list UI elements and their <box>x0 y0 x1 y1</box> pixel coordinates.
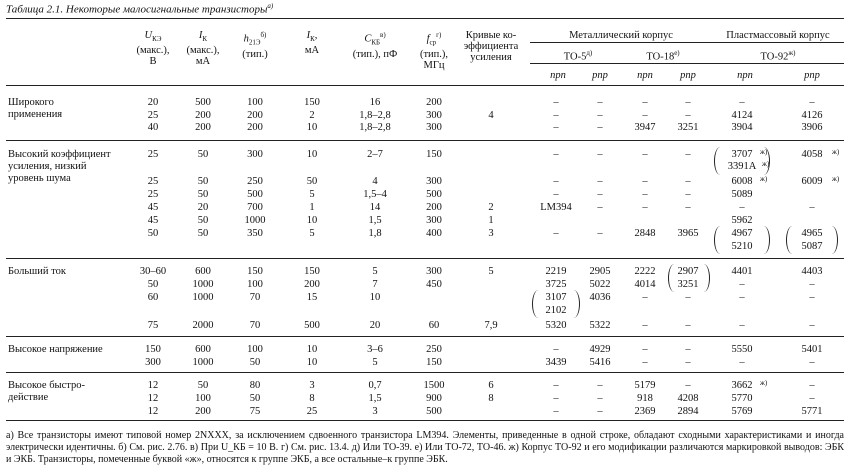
header-to18-pnp: pnp <box>680 70 696 81</box>
cell-ik: 8 <box>309 393 315 404</box>
cell-ik: 10 <box>306 344 318 355</box>
cell-to92-npn: – <box>739 97 745 108</box>
cell-h21: 50 <box>249 393 261 404</box>
table-caption <box>6 2 273 16</box>
cell-to5-npn: 5320 <box>545 320 567 331</box>
header-plastic-case: Пластмассовый корпус <box>726 30 830 41</box>
cell-to92-npn: 4124 <box>731 110 753 121</box>
header-to5: $ТО-5^{д)}$ <box>563 49 593 63</box>
cell-ic-max: 50 <box>197 215 209 226</box>
cell-to92-npn: 5210 <box>731 241 753 252</box>
cell-to18-pnp: – <box>685 292 691 303</box>
header-metal-case: Металлический корпус <box>569 30 673 41</box>
cell-ft: 500 <box>426 406 442 417</box>
cell-ic-max: 100 <box>195 393 211 404</box>
cell-ic-max: 1000 <box>192 292 214 303</box>
cell-to18-npn: 2369 <box>634 406 656 417</box>
cell-ik: 3 <box>309 380 315 391</box>
cell-to92-pnp: 4058 <box>801 149 823 160</box>
cell-uce: 45 <box>147 202 159 213</box>
cell-ic-max: 50 <box>197 228 209 239</box>
cell-to92-npn: – <box>739 279 745 290</box>
case-rule <box>530 42 844 43</box>
cell-to92-npn: 6008 <box>731 176 753 187</box>
cell-ik: 2 <box>309 110 315 121</box>
cell-to5-pnp: 4929 <box>589 344 611 355</box>
cell-h21: 150 <box>247 266 263 277</box>
cell-to92-pnp: – <box>809 320 815 331</box>
cell-to92-npn: – <box>739 357 745 368</box>
cell-to18-pnp: – <box>685 202 691 213</box>
group-label: усиления, низкий <box>8 161 87 172</box>
cell-to92-npn: 4967 <box>731 228 753 239</box>
cell-h21: 300 <box>247 149 263 160</box>
cell-to18-npn: – <box>642 357 648 368</box>
note-marker: ж) <box>760 379 768 387</box>
cell-ccb: 5 <box>372 266 378 277</box>
cell-to92-pnp: – <box>809 202 815 213</box>
cell-to92-npn: 3391A <box>727 161 757 172</box>
cell-ft: 60 <box>428 320 440 331</box>
cell-ik: 5 <box>309 189 315 200</box>
cell-to18-pnp: 4208 <box>677 393 699 404</box>
cell-to18-pnp: – <box>685 97 691 108</box>
cell-to92-pnp: 4965 <box>801 228 823 239</box>
cell-uce: 12 <box>147 393 159 404</box>
cell-to5-npn: – <box>553 189 559 200</box>
header-to5-pnp: pnp <box>592 70 608 81</box>
cell-uce: 25 <box>147 176 159 187</box>
cell-to5-npn: – <box>553 110 559 121</box>
cell-uce: 25 <box>147 149 159 160</box>
cell-to18-pnp: – <box>685 357 691 368</box>
cell-ic-max: 1000 <box>192 357 214 368</box>
table-bottom-rule <box>6 420 844 421</box>
header-to92: $ТО-92^{ж)}$ <box>760 49 796 63</box>
cell-to92-npn: 5550 <box>731 344 753 355</box>
header-bottom-rule <box>6 85 844 86</box>
cell-to18-npn: – <box>642 292 648 303</box>
cell-to5-npn: 3107 <box>545 292 567 303</box>
cell-h21: 80 <box>249 380 261 391</box>
cell-uce: 12 <box>147 380 159 391</box>
header-uce: $U_{КЭ}$ (макс.), В <box>136 30 170 68</box>
cell-ft: 150 <box>426 149 442 160</box>
cell-to18-pnp: – <box>685 344 691 355</box>
cell-ik: 15 <box>306 292 318 303</box>
cell-to92-npn: 3904 <box>731 122 753 133</box>
cell-uce: 40 <box>147 122 159 133</box>
cell-ccb: 3 <box>372 406 378 417</box>
caption-text: Некоторые малосигнальные транзисторы <box>65 3 268 16</box>
cell-ccb: 2–7 <box>367 149 383 160</box>
header-to92-pnp: pnp <box>804 70 820 81</box>
cell-to5-pnp: – <box>597 228 603 239</box>
cell-curves: 7,9 <box>484 320 498 331</box>
note-marker: ж) <box>832 148 840 156</box>
cell-to18-pnp: 2907 <box>677 266 699 277</box>
cell-to5-npn: 2219 <box>545 266 567 277</box>
note-marker: ж) <box>760 148 768 156</box>
pkg-rule <box>530 63 844 64</box>
cell-to92-npn: 5962 <box>731 215 753 226</box>
cell-to92-npn: 5089 <box>731 189 753 200</box>
cell-ik: 5 <box>309 228 315 239</box>
cell-h21: 70 <box>249 320 261 331</box>
cell-h21: 350 <box>247 228 263 239</box>
cell-ccb: 1,5–4 <box>363 189 387 200</box>
cell-ccb: 0,7 <box>368 380 382 391</box>
cell-to5-pnp: 5322 <box>589 320 611 331</box>
group-rule-2 <box>6 258 844 259</box>
cell-to5-npn: 2102 <box>545 305 567 316</box>
cell-ccb: 4 <box>372 176 378 187</box>
cell-ccb: 1,5 <box>368 393 382 404</box>
cell-ft: 300 <box>426 122 442 133</box>
cell-uce: 20 <box>147 97 159 108</box>
cell-to92-npn: – <box>739 202 745 213</box>
cell-to92-pnp: – <box>809 357 815 368</box>
cell-to5-npn: 3439 <box>545 357 567 368</box>
cell-to18-pnp: – <box>685 176 691 187</box>
cell-to18-npn: 2848 <box>634 228 656 239</box>
cell-to5-pnp: – <box>597 406 603 417</box>
cell-to18-pnp: 3965 <box>677 228 699 239</box>
cell-to92-pnp: – <box>809 393 815 404</box>
cell-h21: 200 <box>247 110 263 121</box>
cell-to18-npn: 5179 <box>634 380 656 391</box>
cell-ik: 10 <box>306 149 318 160</box>
cell-to92-pnp: 5087 <box>801 241 823 252</box>
header-h21: $h_{21Э}^{б)}$ (тип.) <box>242 31 268 60</box>
cell-to18-pnp: 3251 <box>677 122 699 133</box>
cell-to92-pnp: 4403 <box>801 266 823 277</box>
cell-ic-max: 600 <box>195 344 211 355</box>
header-to18-npn: npn <box>637 70 653 81</box>
cell-ic-max: 20 <box>197 202 209 213</box>
caption-label: Таблица 2.1. <box>6 3 64 16</box>
cell-to5-npn: – <box>553 176 559 187</box>
cell-to18-pnp: – <box>685 149 691 160</box>
cell-ft: 900 <box>426 393 442 404</box>
cell-to92-pnp: 5401 <box>801 344 823 355</box>
cell-to18-npn: 918 <box>637 393 653 404</box>
cell-to5-pnp: – <box>597 202 603 213</box>
cell-to18-npn: – <box>642 344 648 355</box>
cell-to5-npn: – <box>553 344 559 355</box>
cell-to18-npn: 2222 <box>634 266 656 277</box>
cell-ic-max: 1000 <box>192 279 214 290</box>
header-to5-npn: npn <box>550 70 566 81</box>
top-rule <box>6 18 844 19</box>
cell-to18-pnp: 2894 <box>677 406 699 417</box>
cell-to5-npn: – <box>553 393 559 404</box>
cell-ft: 300 <box>426 266 442 277</box>
cell-to18-npn: – <box>642 110 648 121</box>
group-label: Широкого <box>8 97 54 108</box>
cell-to92-npn: – <box>739 292 745 303</box>
cell-h21: 75 <box>249 406 261 417</box>
cell-ccb: 3–6 <box>367 344 383 355</box>
group-label: Высокое быстро- <box>8 380 85 391</box>
cell-to18-npn: 3947 <box>634 122 656 133</box>
cell-ft: 150 <box>426 357 442 368</box>
bracket-group <box>714 147 770 175</box>
cell-to92-npn: – <box>739 320 745 331</box>
group-label: уровень шума <box>8 173 71 184</box>
cell-uce: 25 <box>147 110 159 121</box>
note-marker: ж) <box>832 175 840 183</box>
cell-curves: 1 <box>488 215 494 226</box>
cell-to5-npn: – <box>553 406 559 417</box>
cell-ccb: 14 <box>369 202 381 213</box>
cell-curves: 5 <box>488 266 494 277</box>
cell-ik: 500 <box>304 320 320 331</box>
cell-ik: 10 <box>306 215 318 226</box>
cell-to18-pnp: – <box>685 380 691 391</box>
cell-h21: 70 <box>249 292 261 303</box>
note-marker: ж) <box>762 160 770 168</box>
cell-uce: 12 <box>147 406 159 417</box>
cell-to92-pnp: – <box>809 292 815 303</box>
cell-uce: 45 <box>147 215 159 226</box>
cell-uce: 50 <box>147 228 159 239</box>
cell-to5-pnp: – <box>597 189 603 200</box>
cell-ik: 150 <box>304 97 320 108</box>
cell-ik: 1 <box>309 202 315 213</box>
bracket-group <box>668 264 710 292</box>
cell-to5-npn: LM394 <box>540 202 572 213</box>
header-to92-npn: npn <box>737 70 753 81</box>
cell-to5-pnp: – <box>597 149 603 160</box>
cell-to18-pnp: – <box>685 189 691 200</box>
cell-to5-pnp: 5416 <box>589 357 611 368</box>
cell-ccb: 1,5 <box>368 215 382 226</box>
header-ic-max: $I_К$ (макс.), мА <box>186 30 220 68</box>
cell-to5-npn: – <box>553 380 559 391</box>
cell-curves: 4 <box>488 110 494 121</box>
cell-curves: 6 <box>488 380 494 391</box>
cell-curves: 8 <box>488 393 494 404</box>
cell-ik: 200 <box>304 279 320 290</box>
cell-to5-npn: – <box>553 149 559 160</box>
cell-uce: 25 <box>147 189 159 200</box>
cell-h21: 500 <box>247 189 263 200</box>
cell-ic-max: 50 <box>197 380 209 391</box>
cell-to92-pnp: 6009 <box>801 176 823 187</box>
cell-to18-npn: – <box>642 97 648 108</box>
cell-ft: 400 <box>426 228 442 239</box>
cell-ft: 200 <box>426 97 442 108</box>
cell-ic-max: 50 <box>197 149 209 160</box>
header-curves: Кривые ко- эффициента усиления <box>463 30 519 63</box>
cell-ccb: 20 <box>369 320 381 331</box>
cell-to92-pnp: 3906 <box>801 122 823 133</box>
cell-ik: 150 <box>304 266 320 277</box>
cell-curves: 3 <box>488 228 494 239</box>
cell-to5-pnp: – <box>597 176 603 187</box>
cell-h21: 100 <box>247 97 263 108</box>
cell-h21: 200 <box>247 122 263 133</box>
bracket-group <box>532 290 580 318</box>
cell-h21: 700 <box>247 202 263 213</box>
cell-ccb: 7 <box>372 279 378 290</box>
cell-to92-pnp: – <box>809 97 815 108</box>
cell-ic-max: 50 <box>197 176 209 187</box>
group-label: применения <box>8 109 63 120</box>
cell-ccb: 5 <box>372 357 378 368</box>
cell-uce: 300 <box>145 357 161 368</box>
cell-ft: 200 <box>426 202 442 213</box>
cell-to5-pnp: 2905 <box>589 266 611 277</box>
cell-to18-pnp: – <box>685 110 691 121</box>
header-ik: $I_К$, мА <box>304 30 320 57</box>
cell-h21: 50 <box>249 357 261 368</box>
cell-ft: 450 <box>426 279 442 290</box>
cell-to5-pnp: – <box>597 122 603 133</box>
cell-to92-npn: 5770 <box>731 393 753 404</box>
cell-to5-npn: – <box>553 97 559 108</box>
cell-ft: 500 <box>426 189 442 200</box>
cell-to18-pnp: – <box>685 320 691 331</box>
cell-ic-max: 200 <box>195 406 211 417</box>
cell-ft: 250 <box>426 344 442 355</box>
cell-to5-npn: – <box>553 122 559 133</box>
cell-h21: 1000 <box>244 215 266 226</box>
cell-to5-pnp: – <box>597 97 603 108</box>
bracket-group <box>714 226 770 254</box>
cell-ik: 10 <box>306 122 318 133</box>
caption-mark: а) <box>267 2 274 10</box>
cell-ic-max: 50 <box>197 189 209 200</box>
group-rule-3 <box>6 336 844 337</box>
cell-ik: 25 <box>306 406 318 417</box>
cell-to18-npn: – <box>642 149 648 160</box>
cell-to92-pnp: 4126 <box>801 110 823 121</box>
cell-to18-npn: – <box>642 176 648 187</box>
cell-ft: 300 <box>426 110 442 121</box>
cell-h21: 100 <box>247 279 263 290</box>
group-label: действие <box>8 392 49 403</box>
cell-ic-max: 200 <box>195 110 211 121</box>
cell-to5-pnp: 4036 <box>589 292 611 303</box>
cell-ic-max: 500 <box>195 97 211 108</box>
cell-ft: 300 <box>426 215 442 226</box>
cell-to5-pnp: – <box>597 380 603 391</box>
cell-ic-max: 2000 <box>192 320 214 331</box>
bracket-group <box>786 226 838 254</box>
cell-uce: 150 <box>145 344 161 355</box>
cell-to5-npn: 3725 <box>545 279 567 290</box>
cell-h21: 250 <box>247 176 263 187</box>
cell-uce: 60 <box>147 292 159 303</box>
footnote: а) Все транзисторы имеют типовой номер 2NXXX, за исключением сдвоенного транзистора LM394. Элементы, приведенные в одной строке, обладают сходными характеристиками и иногда электрически идентичны. б) См. рис. 2.76. в) При U_КБ = 10 В. г) См. рис. 13.4. д) Или ТО-39. е) Или ТО-72, ТО-46. ж) Корпус ТО-92 и его модификации различаются маркировкой выводов: ЭБК и ЭКБ. Транзисторы, помеченные буквой «ж», относятся к группе ЭКБ, а все остальные–к группе ЭБК. <box>6 430 844 465</box>
cell-ccb: 10 <box>369 292 381 303</box>
group-rule-1 <box>6 140 844 141</box>
cell-ft: 300 <box>426 176 442 187</box>
cell-ccb: 16 <box>369 97 381 108</box>
cell-ccb: 1,8 <box>368 228 382 239</box>
cell-to18-npn: – <box>642 202 648 213</box>
cell-uce: 50 <box>147 279 159 290</box>
cell-to18-npn: 4014 <box>634 279 656 290</box>
cell-ik: 10 <box>306 357 318 368</box>
cell-to92-npn: 5769 <box>731 406 753 417</box>
cell-ccb: 1,8–2,8 <box>359 122 391 133</box>
cell-to5-pnp: – <box>597 393 603 404</box>
cell-uce: 75 <box>147 320 159 331</box>
cell-to5-pnp: 5022 <box>589 279 611 290</box>
cell-ft: 1500 <box>423 380 445 391</box>
cell-to5-npn: – <box>553 228 559 239</box>
group-rule-4 <box>6 372 844 373</box>
cell-to5-pnp: – <box>597 110 603 121</box>
note-marker: ж) <box>760 175 768 183</box>
cell-to92-npn: 3662 <box>731 380 753 391</box>
cell-to92-pnp: – <box>809 279 815 290</box>
header-ccb: $C_{КБ}^{в)}$ (тип.), пФ <box>352 31 398 60</box>
header-to18: $ТО-18^{е)}$ <box>646 49 680 63</box>
cell-to92-npn: 4401 <box>731 266 753 277</box>
group-label: Высокое напряжение <box>8 344 103 355</box>
cell-to18-npn: – <box>642 320 648 331</box>
cell-ik: 50 <box>306 176 318 187</box>
cell-to18-pnp: 3251 <box>677 279 699 290</box>
group-label: Больший ток <box>8 266 66 277</box>
cell-curves: 2 <box>488 202 494 213</box>
cell-ic-max: 600 <box>195 266 211 277</box>
header-ft: $f_{ср}^{г)}$ (тип.), МГц <box>419 31 449 71</box>
cell-ccb: 1,8–2,8 <box>359 110 391 121</box>
cell-to92-pnp: 5771 <box>801 406 823 417</box>
cell-h21: 100 <box>247 344 263 355</box>
cell-to18-npn: – <box>642 189 648 200</box>
cell-to92-npn: 3707 <box>731 149 753 160</box>
cell-to92-pnp: – <box>809 380 815 391</box>
cell-ic-max: 200 <box>195 122 211 133</box>
group-label: Высокий коэффициент <box>8 149 111 160</box>
cell-uce: 30–60 <box>139 266 167 277</box>
